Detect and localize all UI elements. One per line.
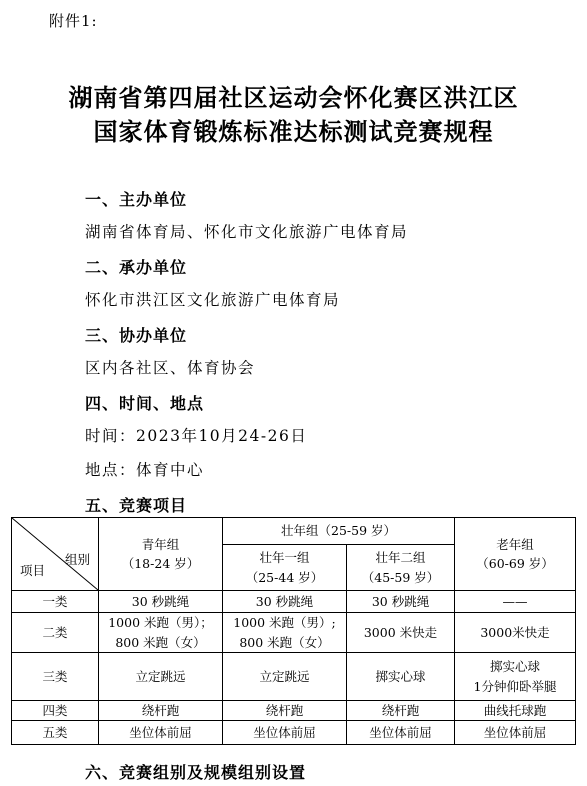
header-youth: 青年组 （18-24 岁） <box>99 518 223 591</box>
table-row <box>12 653 576 701</box>
section-heading-groups: 六、竞赛组别及规模组别设置 <box>85 763 307 782</box>
time-text: 时间：2023年10月24-26日 <box>85 427 308 445</box>
organizer-text: 湖南省体育局、怀化市文化旅游广电体育局 <box>85 223 409 241</box>
senior-cell: 掷实心球 1分钟仰卧举腿 <box>455 653 576 701</box>
header-senior: 老年组 （60-69 岁） <box>455 518 576 591</box>
header-prime2: 壮年二组 （45-59 岁） <box>347 545 455 591</box>
attachment-label: 附件1: <box>49 12 98 30</box>
section-heading-organizer: 一、主办单位 <box>85 190 188 209</box>
prime1-cell: 坐位体前屈 <box>223 721 347 745</box>
youth-cell: 绕杆跑 <box>99 701 223 721</box>
category-cell: 二类 <box>12 613 99 653</box>
host-text: 怀化市洪江区文化旅游广电体育局 <box>85 291 341 309</box>
header-prime: 壮年组（25-59 岁） <box>223 518 455 545</box>
youth-cell: 30 秒跳绳 <box>99 591 223 613</box>
senior-cell: —— <box>455 591 576 613</box>
document-title-line2: 国家体育锻炼标准达标测试竞赛规程 <box>93 118 494 146</box>
youth-cell: 坐位体前屈 <box>99 721 223 745</box>
senior-cell: 坐位体前屈 <box>455 721 576 745</box>
senior-cell: 曲线托球跑 <box>455 701 576 721</box>
youth-cell: 立定跳远 <box>99 653 223 701</box>
corner-item-label: 项目 <box>20 562 46 578</box>
corner-group-label: 组别 <box>64 552 90 567</box>
events-table <box>11 517 576 745</box>
table-row <box>12 613 576 653</box>
category-cell: 四类 <box>12 701 99 721</box>
place-text: 地点：体育中心 <box>85 461 205 479</box>
header-prime1: 壮年一组 （25-44 岁） <box>223 545 347 591</box>
category-cell: 三类 <box>12 653 99 701</box>
table-row <box>12 721 576 745</box>
prime2-cell: 坐位体前屈 <box>347 721 455 745</box>
prime1-cell: 立定跳远 <box>223 653 347 701</box>
prime1-cell: 绕杆跑 <box>223 701 347 721</box>
category-cell: 一类 <box>12 591 99 613</box>
section-heading-events: 五、竞赛项目 <box>85 496 188 515</box>
youth-cell: 1000 米跑（男）； 800 米跑（女） <box>99 613 223 653</box>
co-organizer-text: 区内各社区、体育协会 <box>85 359 256 377</box>
prime2-cell: 绕杆跑 <box>347 701 455 721</box>
prime2-cell: 掷实心球 <box>347 653 455 701</box>
section-heading-time-place: 四、时间、地点 <box>85 394 205 413</box>
prime2-cell: 30 秒跳绳 <box>347 591 455 613</box>
table-corner-cell <box>12 518 99 591</box>
section-heading-co-organizer: 三、协办单位 <box>85 326 188 345</box>
prime2-cell: 3000 米快走 <box>347 613 455 653</box>
document-title-line1: 湖南省第四届社区运动会怀化赛区洪江区 <box>68 84 519 112</box>
senior-cell: 3000米快走 <box>455 613 576 653</box>
category-cell: 五类 <box>12 721 99 745</box>
section-heading-host: 二、承办单位 <box>85 258 188 277</box>
table-row <box>12 701 576 721</box>
prime1-cell: 30 秒跳绳 <box>223 591 347 613</box>
table-row <box>12 591 576 613</box>
prime1-cell: 1000 米跑（男）; 800 米跑（女） <box>223 613 347 653</box>
